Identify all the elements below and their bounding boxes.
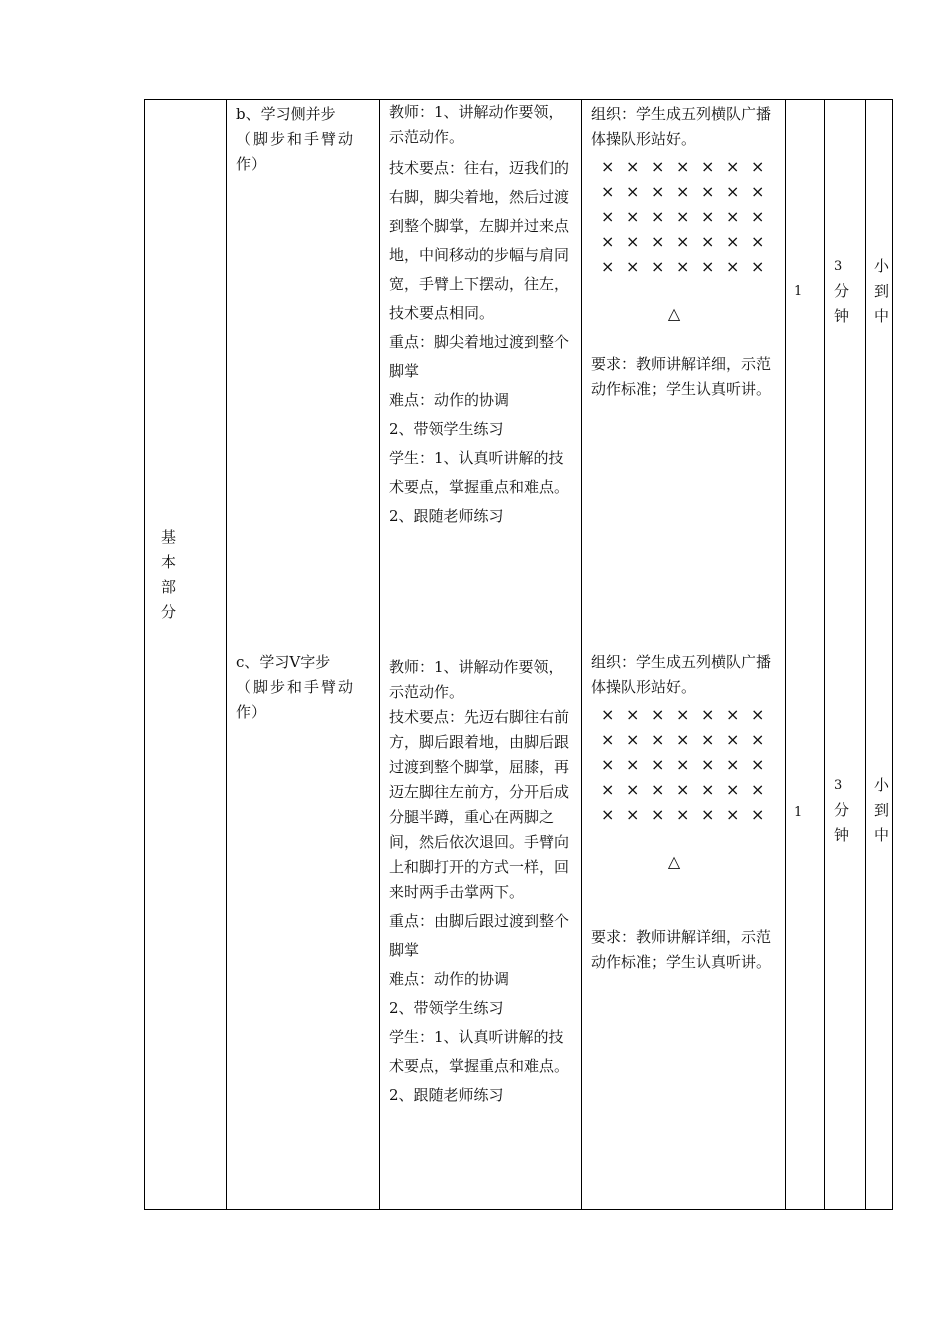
student-mark: × xyxy=(701,755,715,774)
technical-points: 技术要点：先迈右脚往右前方，脚后跟着地，由脚后跟过渡到整个脚掌，屈膝，再迈左脚往左前方，分开后成分腿半蹲，重心在两脚之间，然后依次退回。手臂向上和脚打开的方式一样，回来时两手击掌两下。 xyxy=(389,708,570,901)
section-char: 分 xyxy=(161,603,177,621)
student-mark: × xyxy=(676,182,690,201)
student-mark: × xyxy=(701,257,715,276)
column-divider xyxy=(785,100,786,1209)
student-mark: × xyxy=(601,157,615,176)
column-divider xyxy=(379,100,380,1209)
student-mark: × xyxy=(751,780,765,799)
student-mark: × xyxy=(701,730,715,749)
formation-row xyxy=(601,702,781,727)
student-mark: × xyxy=(651,157,665,176)
student-mark: × xyxy=(726,182,740,201)
student-mark: × xyxy=(726,780,740,799)
student-mark: × xyxy=(626,755,640,774)
intensity-char: 中 xyxy=(874,307,890,325)
student-mark: × xyxy=(676,780,690,799)
student-mark: × xyxy=(676,157,690,176)
formation-row xyxy=(601,154,781,179)
column-divider xyxy=(226,100,227,1209)
formation-row xyxy=(601,179,781,204)
title-line: 作） xyxy=(236,703,267,721)
student-mark: × xyxy=(751,755,765,774)
duration xyxy=(834,254,849,329)
title-line: （脚步和手臂动 xyxy=(236,678,356,696)
requirement-text: 要求：教师讲解详细，示范动作标准；学生认真听讲。 xyxy=(591,928,772,971)
student-mark: × xyxy=(751,257,765,276)
student-mark: × xyxy=(626,805,640,824)
student-mark: × xyxy=(601,805,615,824)
formation-row xyxy=(601,254,781,279)
column-divider xyxy=(824,100,825,1209)
student-mark: × xyxy=(726,755,740,774)
intensity xyxy=(874,773,889,848)
formation-row xyxy=(601,229,781,254)
difficulty-point: 难点：动作的协调 xyxy=(389,391,510,409)
duration-unit: 分 xyxy=(834,282,850,300)
student-mark: × xyxy=(601,705,615,724)
title-line: c、学习Ⅴ字步 xyxy=(236,653,331,671)
follow-practice: 2、跟随老师练习 xyxy=(389,1086,504,1104)
student-mark: × xyxy=(626,730,640,749)
student-mark: × xyxy=(751,182,765,201)
activity-title-c xyxy=(236,650,376,725)
column-divider xyxy=(865,100,866,1209)
student-mark: × xyxy=(726,705,740,724)
student-mark: × xyxy=(651,805,665,824)
intensity-char: 中 xyxy=(874,826,890,844)
teacher-intro: 教师：1、讲解动作要领，示范动作。 xyxy=(389,658,564,701)
repetition-count: 1 xyxy=(794,805,803,820)
student-mark: × xyxy=(676,257,690,276)
student-mark: × xyxy=(676,705,690,724)
student-mark: × xyxy=(751,730,765,749)
lesson-plan-table xyxy=(144,99,893,1210)
organization-cell xyxy=(591,102,781,402)
duration-unit: 钟 xyxy=(834,826,850,844)
title-line: b、学习侧并步 xyxy=(236,105,336,123)
student-mark: × xyxy=(751,805,765,824)
teacher-intro: 教师：1、讲解动作要领，示范动作。 xyxy=(389,103,564,146)
student-mark: × xyxy=(676,207,690,226)
formation-row xyxy=(601,802,781,827)
student-mark: × xyxy=(651,780,665,799)
teacher-position-mark: △ xyxy=(667,304,681,323)
formation-row xyxy=(601,752,781,777)
student-mark: × xyxy=(726,730,740,749)
organization-cell xyxy=(591,650,781,975)
section-label xyxy=(161,525,181,625)
formation-grid xyxy=(601,154,781,279)
student-mark: × xyxy=(651,182,665,201)
intensity-char: 到 xyxy=(874,801,890,819)
column-divider xyxy=(581,100,582,1209)
student-mark: × xyxy=(626,157,640,176)
student-mark: × xyxy=(651,705,665,724)
duration-unit: 钟 xyxy=(834,307,850,325)
intensity xyxy=(874,254,889,329)
lead-practice: 2、带领学生练习 xyxy=(389,999,504,1017)
duration xyxy=(834,773,849,848)
requirement-text: 要求：教师讲解详细，示范动作标准；学生认真听讲。 xyxy=(591,355,772,398)
student-mark: × xyxy=(676,730,690,749)
student-mark: × xyxy=(601,730,615,749)
student-mark: × xyxy=(701,232,715,251)
duration-number: 3 xyxy=(834,259,843,274)
student-mark: × xyxy=(701,207,715,226)
student-mark: × xyxy=(626,780,640,799)
follow-practice: 2、跟随老师练习 xyxy=(389,507,504,525)
organization-intro: 组织：学生成五列横队广播体操队形站好。 xyxy=(591,105,772,148)
student-mark: × xyxy=(701,805,715,824)
section-char: 部 xyxy=(161,578,177,596)
student-mark: × xyxy=(601,182,615,201)
student-mark: × xyxy=(626,705,640,724)
formation-row xyxy=(601,204,781,229)
repetition-count: 1 xyxy=(794,284,803,299)
student-mark: × xyxy=(651,755,665,774)
student-mark: × xyxy=(676,755,690,774)
student-mark: × xyxy=(651,730,665,749)
student-mark: × xyxy=(626,182,640,201)
formation-row xyxy=(601,727,781,752)
student-mark: × xyxy=(601,207,615,226)
student-mark: × xyxy=(626,207,640,226)
title-line: （脚步和手臂动 xyxy=(236,130,356,148)
student-mark: × xyxy=(601,755,615,774)
student-mark: × xyxy=(626,232,640,251)
student-mark: × xyxy=(601,780,615,799)
student-mark: × xyxy=(601,257,615,276)
student-mark: × xyxy=(676,232,690,251)
student-mark: × xyxy=(651,232,665,251)
student-mark: × xyxy=(701,705,715,724)
student-mark: × xyxy=(726,805,740,824)
student-mark: × xyxy=(751,705,765,724)
teacher-student-activities xyxy=(389,100,577,531)
formation-grid xyxy=(601,702,781,827)
organization-intro: 组织：学生成五列横队广播体操队形站好。 xyxy=(591,653,772,696)
student-mark: × xyxy=(726,157,740,176)
student-mark: × xyxy=(676,805,690,824)
student-mark: × xyxy=(651,207,665,226)
key-point: 重点：脚尖着地过渡到整个脚掌 xyxy=(389,333,570,380)
student-mark: × xyxy=(701,157,715,176)
section-char: 本 xyxy=(161,553,177,571)
student-mark: × xyxy=(726,207,740,226)
difficulty-point: 难点：动作的协调 xyxy=(389,970,510,988)
intensity-char: 小 xyxy=(874,776,890,794)
student-activity: 学生：1、认真听讲解的技术要点，掌握重点和难点。 xyxy=(389,449,570,496)
student-mark: × xyxy=(701,780,715,799)
student-mark: × xyxy=(726,257,740,276)
student-mark: × xyxy=(626,257,640,276)
duration-number: 3 xyxy=(834,778,843,793)
student-mark: × xyxy=(726,232,740,251)
section-char: 基 xyxy=(161,528,177,546)
student-mark: × xyxy=(751,207,765,226)
teacher-position-mark: △ xyxy=(667,852,681,871)
student-mark: × xyxy=(751,232,765,251)
formation-row xyxy=(601,777,781,802)
key-point: 重点：由脚后跟过渡到整个脚掌 xyxy=(389,912,570,959)
duration-unit: 分 xyxy=(834,801,850,819)
student-mark: × xyxy=(701,182,715,201)
title-line: 作） xyxy=(236,155,267,173)
teacher-student-activities xyxy=(389,655,577,1110)
student-mark: × xyxy=(751,157,765,176)
student-mark: × xyxy=(651,257,665,276)
activity-title-b xyxy=(236,102,376,177)
intensity-char: 小 xyxy=(874,257,890,275)
lead-practice: 2、带领学生练习 xyxy=(389,420,504,438)
student-mark: × xyxy=(601,232,615,251)
intensity-char: 到 xyxy=(874,282,890,300)
technical-points: 技术要点：往右，迈我们的右脚，脚尖着地，然后过渡到整个脚掌，左脚并过来点地，中间移动的步幅与肩同宽，手臂上下摆动，往左，技术要点相同。 xyxy=(389,159,570,322)
student-activity: 学生：1、认真听讲解的技术要点，掌握重点和难点。 xyxy=(389,1028,570,1075)
